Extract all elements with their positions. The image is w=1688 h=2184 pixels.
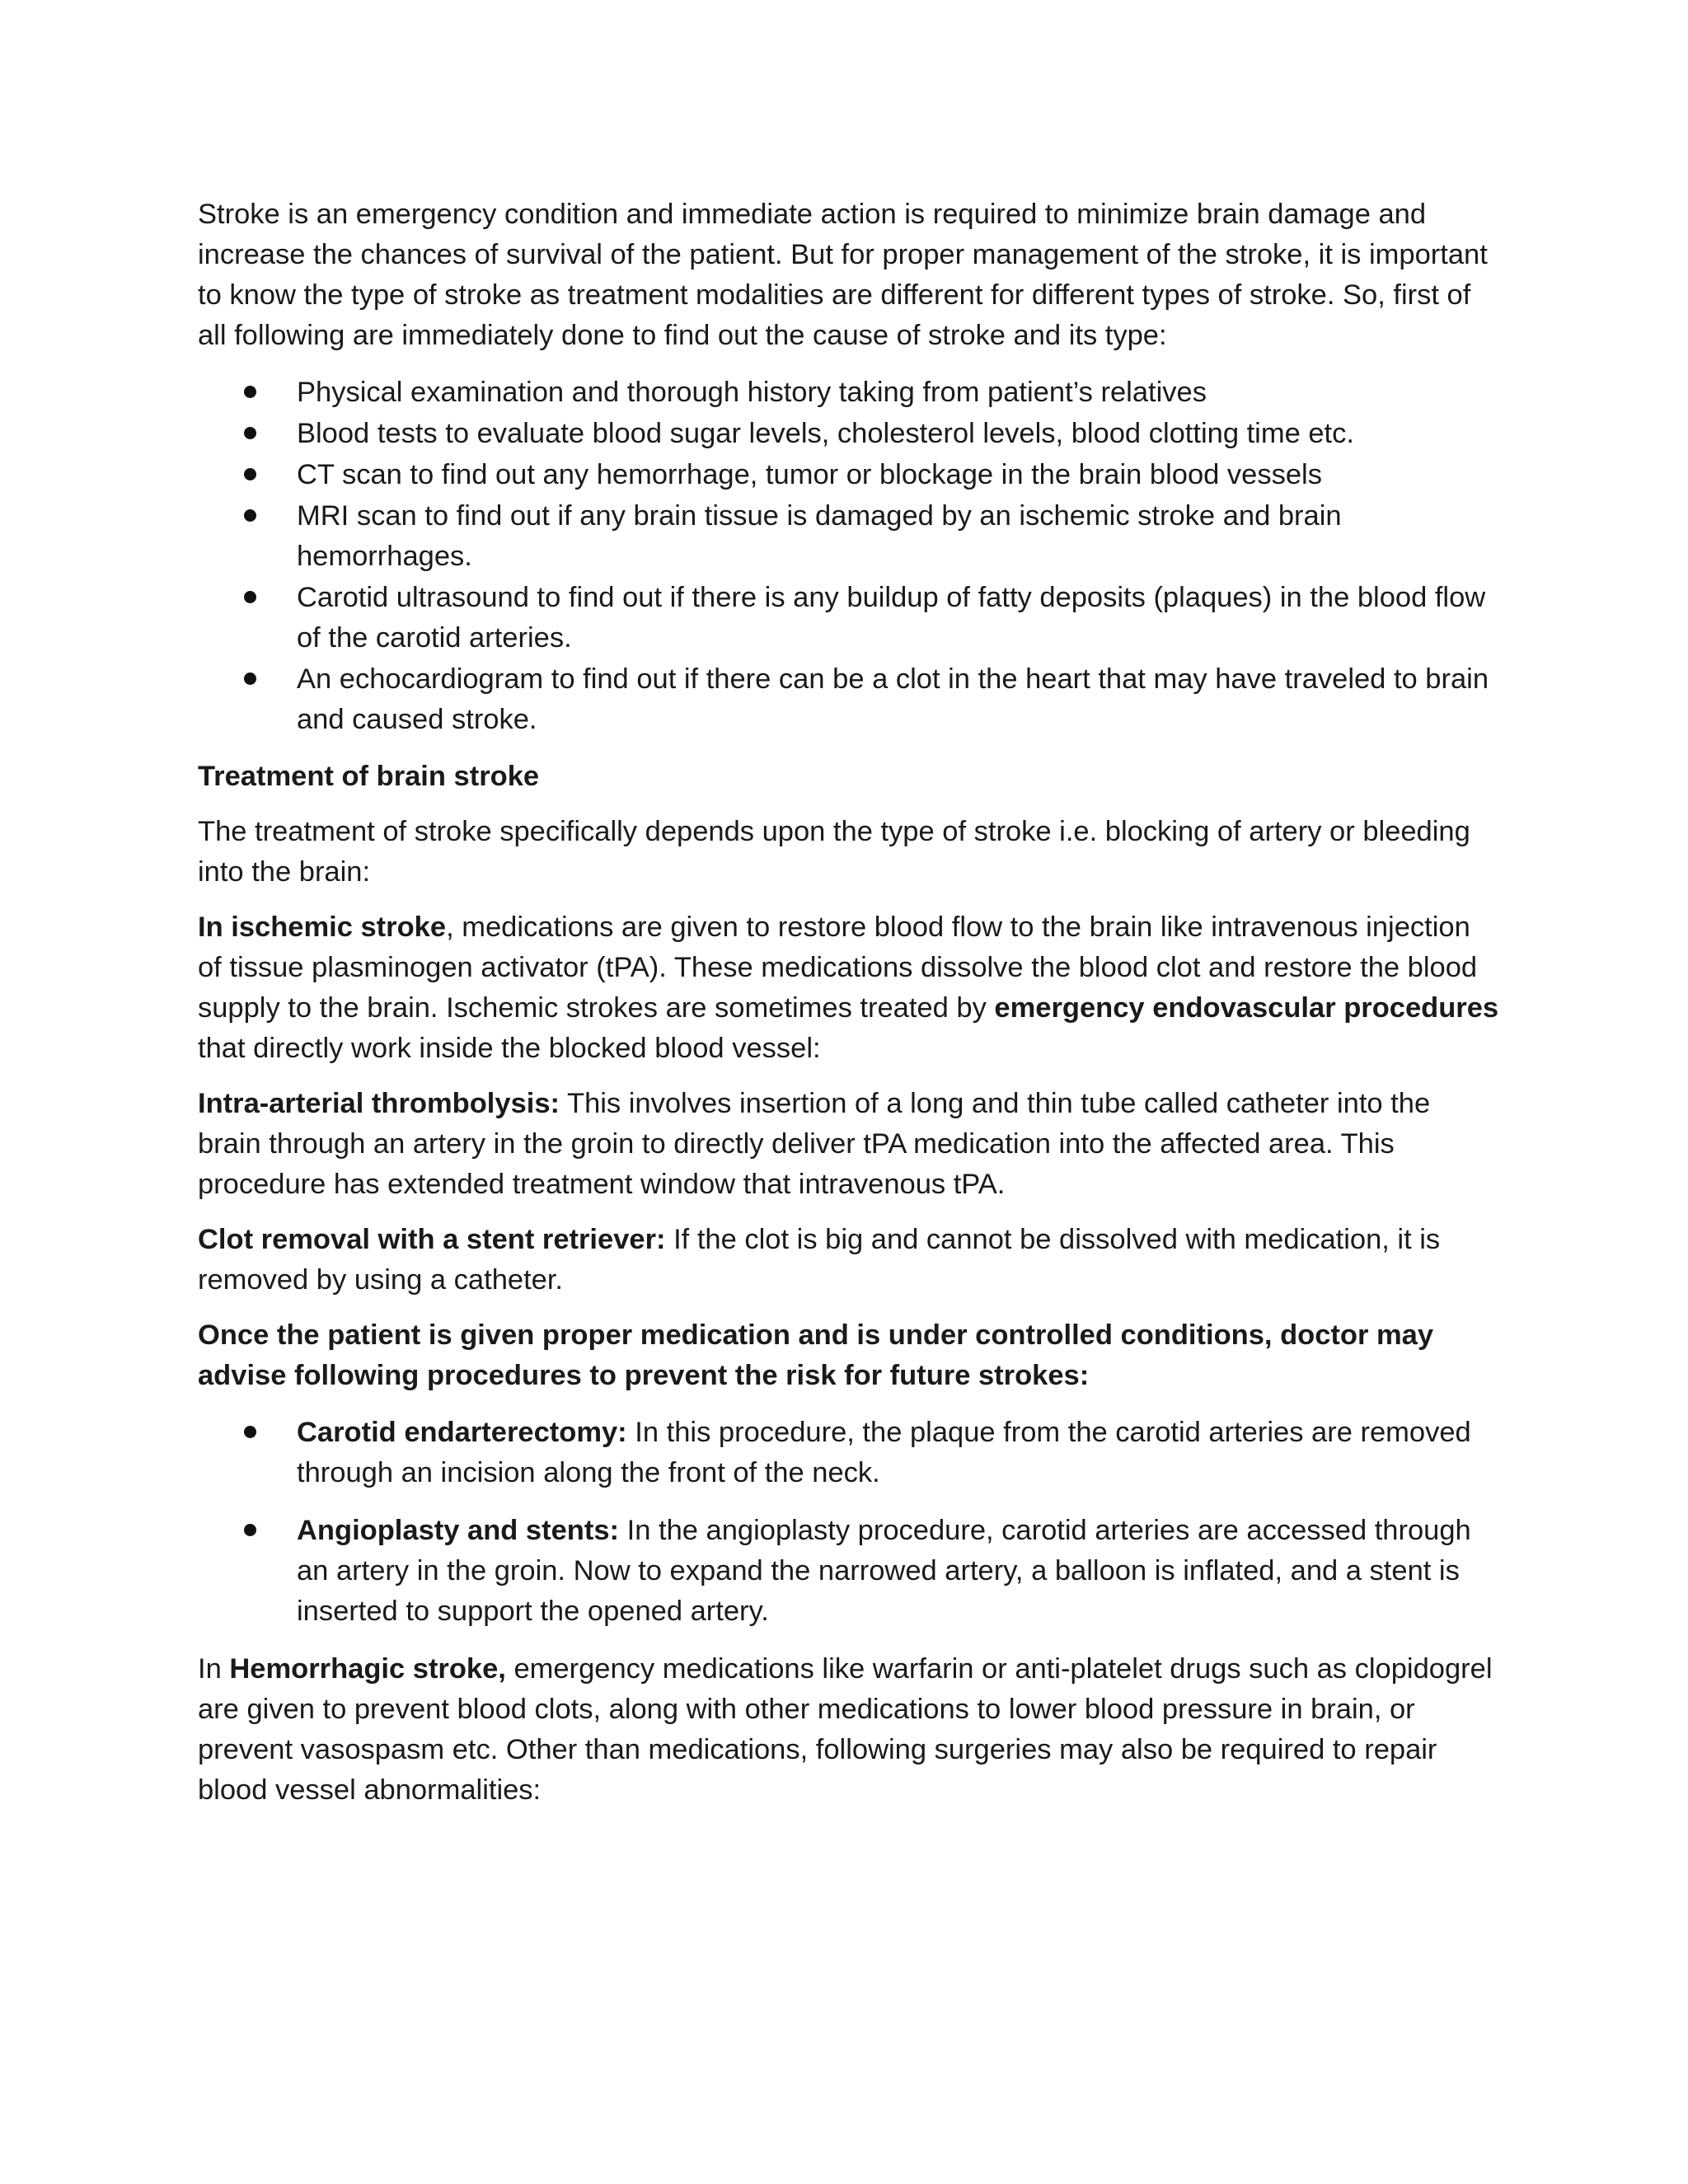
prevention-heading: Once the patient is given proper medication and is under controlled conditions, doctor may advise following procedures to prevent the risk for future strokes: [198,1319,1434,1391]
list-item-label: Angioplasty and stents: [297,1515,620,1546]
list-item-label: Carotid endarterectomy: [297,1417,627,1448]
list-item-text: Physical examination and thorough history taking from patient’s relatives [297,377,1207,408]
clot-removal-label: Clot removal with a stent retriever: [198,1224,666,1255]
hemorrhagic-prefix: In [198,1653,230,1685]
ischemic-text-2: that directly work inside the blocked blood vessel: [198,1033,821,1064]
hemorrhagic-paragraph [198,1649,1500,1811]
document-page [198,194,1500,1825]
intra-arterial-label: Intra-arterial thrombolysis: [198,1088,560,1119]
list-item-text: MRI scan to find out if any brain tissue is damaged by an ischemic stroke and brain hemorrhages. [297,500,1342,572]
list-item-text: In the angioplasty procedure, carotid arteries are accessed through an artery in the groin. Now to expand the narrowed artery, a balloon is inflated, and a stent is inserted to support the opened artery. [297,1515,1471,1627]
hemorrhagic-label: Hemorrhagic stroke, [229,1653,506,1685]
list-item-text: An echocardiogram to find out if there can be a clot in the heart that may have traveled to brain and caused stroke. [297,663,1489,735]
preventive-procedure-list [198,1413,1500,1632]
list-item [198,578,1500,658]
diagnostic-list [198,373,1500,740]
ischemic-paragraph [198,907,1500,1069]
treatment-intro-paragraph: The treatment of stroke specifically depends upon the type of stroke i.e. blocking of artery or bleeding into the brain: [198,816,1470,888]
list-item-text: Carotid ultrasound to find out if there is any buildup of fatty deposits (plaques) in the blood flow of the carotid arteries. [297,582,1486,654]
bullet-icon [244,386,256,398]
list-item-text: In this procedure, the plaque from the carotid arteries are removed through an incision along the front of the neck. [297,1417,1471,1488]
list-item-text: Blood tests to evaluate blood sugar levels, cholesterol levels, blood clotting time etc. [297,418,1354,449]
clot-removal-paragraph [198,1220,1500,1301]
list-item [198,1413,1500,1493]
bullet-icon [244,591,256,603]
list-item-text: CT scan to find out any hemorrhage, tumor or blockage in the brain blood vessels [297,459,1322,490]
bullet-icon [244,673,256,685]
ischemic-text-1: , medications are given to restore blood flow to the brain like intravenous injection of tissue plasminogen activator (tPA). These medications dissolve the blood clot and restore the blood supply to the brain. Ischemic strokes are sometimes treated by [198,912,1478,1024]
endovascular-label: emergency endovascular procedures [994,992,1499,1024]
intro-paragraph: Stroke is an emergency condition and immediate action is required to minimize brain damage and increase the chances of survival of the patient. But for proper management of the stroke, it is important to know the type of stroke as treatment modalities are different for different types of stroke. So, first of all following are immediately done to find out the cause of stroke and its type: [198,199,1488,351]
bullet-icon [244,1426,256,1438]
list-item [198,496,1500,577]
treatment-heading: Treatment of brain stroke [198,761,540,792]
bullet-icon [244,509,256,522]
list-item [198,414,1500,454]
bullet-icon [244,1524,256,1536]
bullet-icon [244,468,256,480]
list-item [198,1511,1500,1632]
list-item [198,455,1500,495]
clot-removal-text: If the clot is big and cannot be dissolved with medication, it is removed by using a catheter. [198,1224,1441,1296]
list-item [198,373,1500,413]
hemorrhagic-text: emergency medications like warfarin or anti-platelet drugs such as clopidogrel are given to prevent blood clots, along with other medications to lower blood pressure in brain, or prevent vasospasm etc. Other than medications, following surgeries may also be required to repair blood vessel abnormalities: [198,1653,1493,1806]
ischemic-label: In ischemic stroke [198,912,447,943]
bullet-icon [244,427,256,439]
intra-arterial-text: This involves insertion of a long and thin tube called catheter into the brain through an artery in the groin to directly deliver tPA medication into the affected area. This procedure has extended treatment window that intravenous tPA. [198,1088,1431,1200]
list-item [198,659,1500,740]
intra-arterial-paragraph [198,1084,1500,1205]
